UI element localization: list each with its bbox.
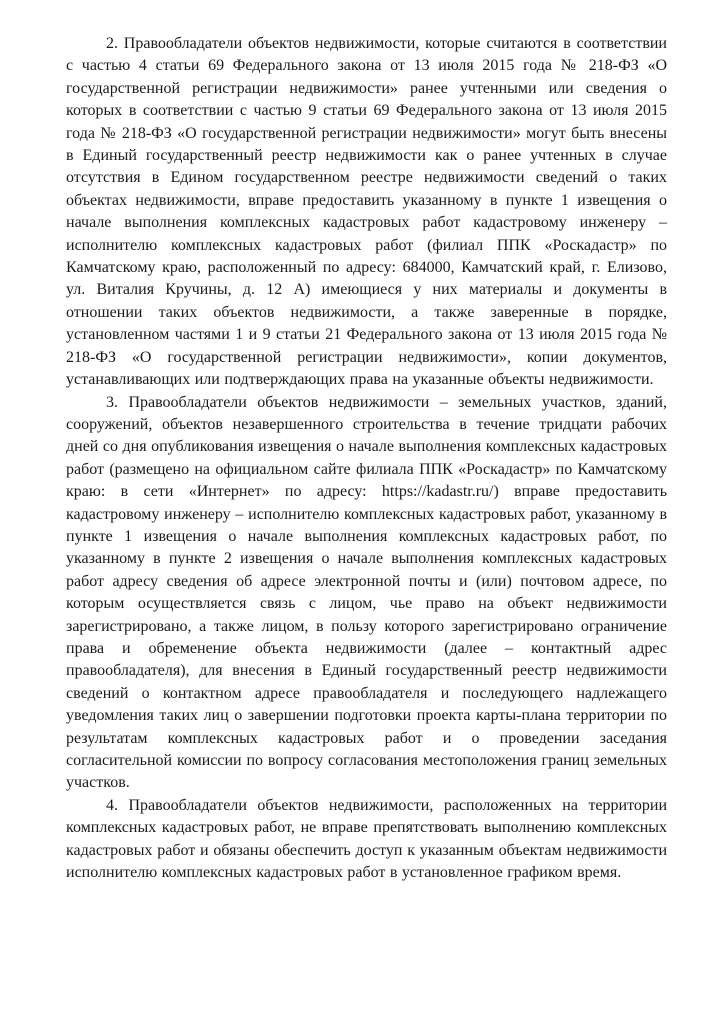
document-body: [66, 33, 667, 884]
paragraph-item-2: 2. Правообладатели объектов недвижимости, которые считаются в соответствии с частью 4 статьи 69 Федерального закона от 13 июля 2015 года № 218-ФЗ «О государственной регистрации недвижимости» ранее учтенными или сведения о которых в соответствии с частью 9 статьи 69 Федерального закона от 13 июля 2015 года № 218-ФЗ «О государственной регистрации недвижимости» могут быть внесены в Единый государственный реестр недвижимости как о ранее учтенных в случае отсутствия в Едином государственном реестре недвижимости сведений о таких объектах недвижимости, вправе предоставить указанному в пункте 1 извещения о начале выполнения комплексных кадастровых работ кадастровому инженеру – исполнителю комплексных кадастровых работ (филиал ППК «Роскадастр» по Камчатскому краю, расположенный по адресу: 684000, Камчатский край, г. Елизово, ул. Виталия Кручины, д. 12 А) имеющиеся у них материалы и документы в отношении таких объектов недвижимости, а также заверенные в порядке, установленном частями 1 и 9 статьи 21 Федерального закона от 13 июля 2015 года № 218-ФЗ «О государственной регистрации недвижимости», копии документов, устанавливающих или подтверждающих права на указанные объекты недвижимости.: [66, 35, 667, 389]
paragraph-item-4: 4. Правообладатели объектов недвижимости, расположенных на территории комплексных кадастровых работ, не вправе препятствовать выполнению комплексных кадастровых работ и обязаны обеспечить доступ к указанным объектам недвижимости исполнителю комплексных кадастровых работ в установленное графиком время.: [66, 796, 667, 882]
paragraph-item-3: 3. Правообладатели объектов недвижимости – земельных участков, зданий, сооружений, объектов незавершенного строительства в течение тридцати рабочих дней со дня опубликования извещения о начале выполнения комплексных кадастровых работ (размещено на официальном сайте филиала ППК «Роскадастр» по Камчатскому краю: в сети «Интернет» по адресу: https://kadastr.ru/) вправе предоставить кадастровому инженеру – исполнителю комплексных кадастровых работ, указанному в пункте 1 извещения о начале выполнения комплексных кадастровых работ, по указанному в пункте 2 извещения о начале выполнения комплексных кадастровых работ адресу сведения об адресе электронной почты и (или) почтовом адресе, по которым осуществляется связь с лицом, чье право на объект недвижимости зарегистрировано, а также лицом, в пользу которого зарегистрировано ограничение права и обременение объекта недвижимости (далее – контактный адрес правообладателя), для внесения в Единый государственный реестр недвижимости сведений о контактном адресе правообладателя и последующего надлежащего уведомления таких лиц о завершении подготовки проекта карты-плана территории по результатам комплексных кадастровых работ и о проведении заседания согласительной комиссии по вопросу согласования местоположения границ земельных участков.: [66, 393, 667, 792]
